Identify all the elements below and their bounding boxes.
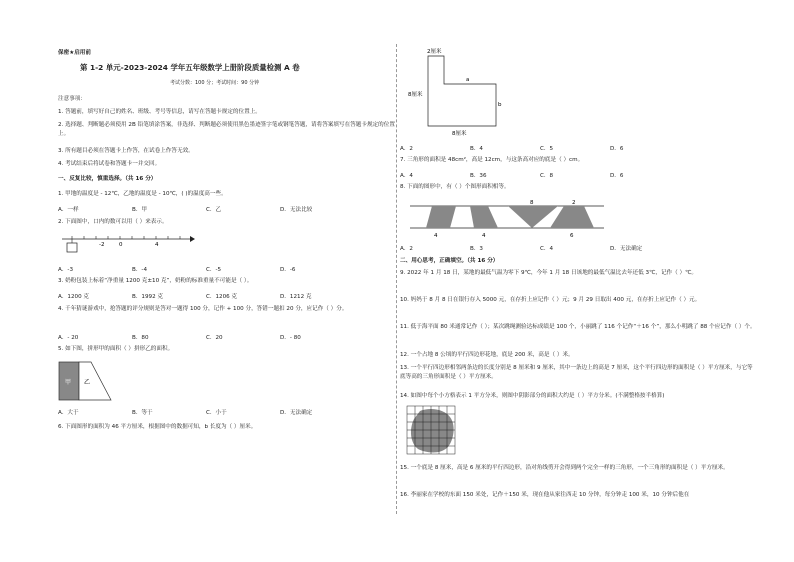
question-14: 14. 如图中每个小方格表示 1 平方分米，则图中阴影部分的面积大约是（ ）平方分米。(不满整格按半格算) bbox=[400, 393, 665, 399]
q1-option-d[interactable]: D．无法比较 bbox=[280, 207, 313, 213]
notes-heading: 注意事项： bbox=[58, 96, 86, 102]
shape-label: 甲 bbox=[65, 379, 72, 386]
tick-label: 4 bbox=[155, 242, 159, 248]
parallel-shapes-figure bbox=[408, 198, 608, 240]
shape-trapezoid-1 bbox=[470, 206, 498, 228]
question-4: 4. 千年猜谜游戏中，抢答题的评分规则是答对一题得 100 分，记作 + 100 分，答错一题扣 20 分，应记作（ ）分。 bbox=[58, 306, 348, 312]
q3-option-c[interactable]: C．1206 克 bbox=[206, 294, 238, 300]
l-shape-figure bbox=[406, 44, 506, 139]
shape-label: 乙 bbox=[84, 379, 91, 386]
q4-option-c[interactable]: C．20 bbox=[206, 335, 223, 341]
q1-option-c[interactable]: C．乙 bbox=[206, 207, 222, 213]
question-15: 15. 一个底是 8 厘米，高是 6 厘米的平行四边形，沿对角线剪开会得到两个完全一样的三角形，一个三角形的面积是（ ）平方厘米。 bbox=[400, 465, 729, 471]
note-item: 3. 所有题目必须在答题卡上作答，在试卷上作答无效。 bbox=[58, 148, 194, 154]
parallelogram-figure bbox=[58, 360, 118, 402]
q2-option-c[interactable]: C．-5 bbox=[206, 267, 222, 273]
question-6: 6. 下面图形的面积为 46 平方厘米，根据图中的数据可知，b 长度为（ ）厘米。 bbox=[58, 424, 257, 430]
note-item: 4. 考试结束后将试卷和答题卡一并交回。 bbox=[58, 161, 161, 167]
q4-option-a[interactable]: A．- 20 bbox=[58, 335, 79, 341]
q8-option-b[interactable]: B．3 bbox=[470, 246, 483, 252]
q4-option-d[interactable]: D．- 80 bbox=[280, 335, 301, 341]
dim-label: b bbox=[498, 102, 502, 108]
q1-option-a[interactable]: A．一样 bbox=[58, 207, 79, 213]
q5-option-d[interactable]: D．无法确定 bbox=[280, 410, 313, 416]
dim-label: a bbox=[466, 77, 470, 83]
shape-parallelogram bbox=[426, 206, 456, 228]
grid-figure bbox=[406, 405, 458, 457]
q6-option-b[interactable]: B．4 bbox=[470, 146, 483, 152]
question-11: 11. 低于海平面 80 米通常记作（ ）；某次跳绳测验达标成绩是 100 个，小丽跳了 116 个记作“＋16 个”，那么小明跳了 88 个应记作（ ）个。 bbox=[400, 324, 756, 330]
section2-heading: 二、用心思考，正确填空。（共 16 分） bbox=[400, 258, 499, 264]
secret-mark: 保密★启用前 bbox=[58, 50, 91, 56]
q4-option-b[interactable]: B．80 bbox=[132, 335, 149, 341]
q7-option-c[interactable]: C．8 bbox=[540, 173, 554, 179]
figure-label: 8 bbox=[530, 200, 534, 206]
figure-label: 4 bbox=[434, 233, 438, 239]
figure-label: 6 bbox=[570, 233, 574, 239]
q5-option-b[interactable]: B．等于 bbox=[132, 410, 153, 416]
q6-option-d[interactable]: D．6 bbox=[610, 146, 624, 152]
q8-option-c[interactable]: C．4 bbox=[540, 246, 554, 252]
q6-option-a[interactable]: A．2 bbox=[400, 146, 413, 152]
page-title: 第 1-2 单元-2023-2024 学年五年级数学上册阶段质量检测 A 卷 bbox=[80, 63, 300, 72]
dim-label: 8厘米 bbox=[408, 92, 423, 98]
note-item: 1. 答题前，填写好自己的姓名、班级、考号等信息，请写在答题卡规定的位置上。 bbox=[58, 109, 261, 115]
question-3: 3. 奶粉包装上标着“净重量 1200 克±10 克”，奶粉的标准重量不可能是（ ）。 bbox=[58, 278, 253, 284]
tick-label: 0 bbox=[119, 242, 123, 248]
figure-label: 4 bbox=[482, 233, 486, 239]
question-8: 8. 下面的图形中，有（ ）个图形面积相等。 bbox=[400, 184, 510, 190]
q1-option-b[interactable]: B．甲 bbox=[132, 207, 148, 213]
exam-subtitle: 考试分数：100 分；考试时间：90 分钟 bbox=[170, 80, 260, 86]
q6-option-c[interactable]: C．5 bbox=[540, 146, 554, 152]
q3-option-b[interactable]: B．1992 克 bbox=[132, 294, 164, 300]
q2-option-b[interactable]: B．-4 bbox=[132, 267, 148, 273]
q2-option-a[interactable]: A．-3 bbox=[58, 267, 73, 273]
tick-label: -2 bbox=[99, 242, 105, 248]
q3-option-d[interactable]: D．1212 克 bbox=[280, 294, 312, 300]
q2-option-d[interactable]: D．-6 bbox=[280, 267, 296, 273]
question-13: 13. 一个平行四边形相邻两条边的长度分别是 8 厘米和 9 厘米，其中一条边上的高是 7 厘米，这个平行四边形的面积是（ ）平方厘米，与它等底等高的三角形面积是（ ）平方厘米。 bbox=[400, 365, 753, 380]
q5-option-a[interactable]: A．大于 bbox=[58, 410, 79, 416]
question-9: 9. 2022 年 1 月 18 日，某地的最低气温为零下 9℃，今年 1 月 18 日该地的最低气温比去年还低 3℃，记作（ ）℃。 bbox=[400, 270, 697, 276]
q5-option-c[interactable]: C．小于 bbox=[206, 410, 227, 416]
question-5: 5. 如下图，拼形甲的面积（ ）拼形乙的面积。 bbox=[58, 346, 174, 352]
q7-option-d[interactable]: D．6 bbox=[610, 173, 624, 179]
question-7: 7. 三角形的面积是 48cm²，高是 12cm，与这条高对应的底是（ ）cm。 bbox=[400, 157, 584, 163]
column-divider bbox=[396, 44, 397, 514]
q7-option-a[interactable]: A．4 bbox=[400, 173, 413, 179]
l-shape bbox=[428, 56, 496, 126]
dim-label: 2厘米 bbox=[427, 49, 442, 55]
q7-option-b[interactable]: B．36 bbox=[470, 173, 487, 179]
q8-option-d[interactable]: D．无法确定 bbox=[610, 246, 643, 252]
question-16: 16. 李丽家在学校的东面 150 米处，记作＋150 米，现在他从家往西走 10 分钟，每分钟走 100 米，10 分钟后他在 bbox=[400, 492, 690, 498]
section1-heading: 一、反复比较，慎重选择。（共 16 分） bbox=[58, 176, 157, 182]
shape-triangle bbox=[508, 206, 558, 228]
figure-label: 2 bbox=[572, 200, 576, 206]
answer-box bbox=[67, 243, 77, 252]
q3-option-a[interactable]: A．1200 克 bbox=[58, 294, 90, 300]
question-12: 12. 一个占地 8 公顷的平行四边形花地，底是 200 米，高是（ ）米。 bbox=[400, 352, 574, 358]
q8-option-a[interactable]: A．2 bbox=[400, 246, 413, 252]
number-line-arrow bbox=[190, 236, 195, 242]
question-2: 2. 下面图中，口内的数可以用（ ）来表示。 bbox=[58, 219, 168, 225]
number-line-figure bbox=[58, 230, 198, 260]
shape-trapezoid-2 bbox=[550, 206, 594, 228]
note-item: 2. 选择题、判断题必须使用 2B 铅笔填涂答案，非选择、判断题必须使用黑色墨迹签字笔或钢笔答题，请将答案填写在答题卡规定的位置上。 bbox=[58, 122, 395, 137]
question-1: 1. 甲地的温度是 - 12℃，乙地的温度是 - 10℃，( )的温度高一些。 bbox=[58, 191, 227, 197]
dim-label: 8厘米 bbox=[452, 131, 467, 137]
question-10: 10. 妈妈于 8 月 8 日在银行存入 5000 元，在存折上应记作（ ）元；9 月 29 日取出 400 元，在存折上应记作（ ）元。 bbox=[400, 297, 701, 303]
